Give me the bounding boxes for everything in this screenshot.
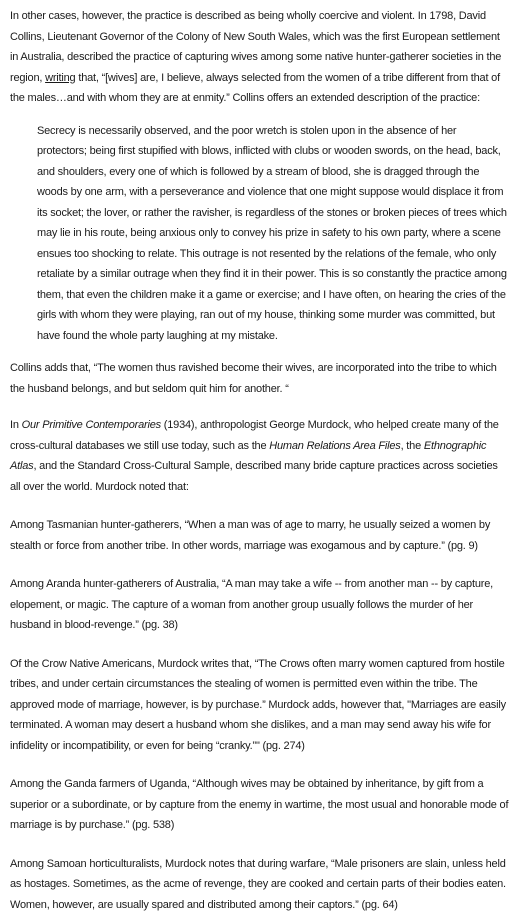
paragraph-collins-intro — [10, 6, 510, 109]
atlas-title: Ethnographic Atlas — [10, 440, 486, 473]
paragraph-text: In other cases, however, the practice is described as being wholly coercive and violent. In 1798, David Collins, Lieutenant Governor of the Colony of New South Wales, which was the first European settlement in Australia, described the practice of capturing wives among some native hunter-gatherer societies in the region, — [10, 10, 501, 84]
paragraph-ganda: Among the Ganda farmers of Uganda, “Although wives may be obtained by inheritance, by gift from a superior or a subordinate, or by capture from the enemy in wartime, the most usual and honorable mode of marriage is by purchase.” (pg. 538) — [10, 774, 510, 836]
article-body — [10, 6, 510, 915]
hraf-title: Human Relations Area Files — [269, 440, 400, 452]
paragraph-murdock-intro — [10, 415, 510, 497]
writing-link[interactable]: writing — [45, 72, 75, 84]
paragraph-aranda: Among Aranda hunter-gatherers of Australia, “A man may take a wife -- from another man -- by capture, elopement, or magic. The capture of a woman from another group usually follows the murder of her husband in blood-revenge.” (pg. 38) — [10, 574, 510, 636]
paragraph-collins-adds: Collins adds that, “The women thus ravished become their wives, are incorporated into the tribe to which the husband belongs, and but seldom quit him for another. “ — [10, 358, 510, 399]
paragraph-crow: Of the Crow Native Americans, Murdock writes that, “The Crows often marry women captured from hostile tribes, and under certain circumstances the stealing of women is permitted even within the tribe. The approved mode of marriage, however, is by purchase.” Murdock adds, however that, "Marriages are easily terminated. A woman may desert a husband whom she dislikes, and a man may send away his wife for infidelity or incompatibility, or even for being “cranky.”" (pg. 274) — [10, 654, 510, 757]
book-title: Our Primitive Contemporaries — [22, 419, 161, 431]
paragraph-text: In — [10, 419, 22, 431]
paragraph-text: that, “[wives] are, I believe, always selected from the women of a tribe different from that of the males…and with whom they are at enmity.” Collins offers an extended description of the practice: — [10, 72, 500, 105]
paragraph-samoan: Among Samoan horticulturalists, Murdock notes that during warfare, “Male prisoners are slain, unless held as hostages. Sometimes, as the acme of revenge, they are cooked and certain parts of their bodies eaten. Women, however, are usually spared and distributed among their captors.” (pg. 64) — [10, 854, 510, 915]
paragraph-text: , and the Standard Cross-Cultural Sample, described many bride capture practices across societies all over the world. Murdock noted that: — [10, 460, 498, 493]
collins-blockquote: Secrecy is necessarily observed, and the poor wretch is stolen upon in the absence of her protectors; being first stupified with blows, inflicted with clubs or wooden swords, on the head, back, and shoulders, every one of which is followed by a stream of blood, she is dragged through the woods by one arm, with a perseverance and violence that one might suppose would displace it from its socket; the lover, or rather the ravisher, is regardless of the stones or broken pieces of trees which may lie in his route, being anxious only to convey his prize in safety to his own party, where a scene ensues too shocking to relate. This outrage is not resented by the relations of the female, who only retaliate by a similar outrage when they find it in their power. This is so constantly the practice among them, that even the children make it a game or exercise; and I have often, on hearing the cries of the girls with whom they were playing, ran out of my house, thinking some murder was committed, but have found the whole party laughing at my mistake. — [37, 121, 508, 347]
paragraph-text: (1934), anthropologist George Murdock, who helped create many of the cross-cultural databases we still use today, such as the — [10, 419, 499, 452]
paragraph-text: , the — [401, 440, 424, 452]
paragraph-tasmanian: Among Tasmanian hunter-gatherers, “When a man was of age to marry, he usually seized a women by stealth or force from another tribe. In other words, marriage was exogamous and by capture.” (pg. 9) — [10, 515, 510, 556]
